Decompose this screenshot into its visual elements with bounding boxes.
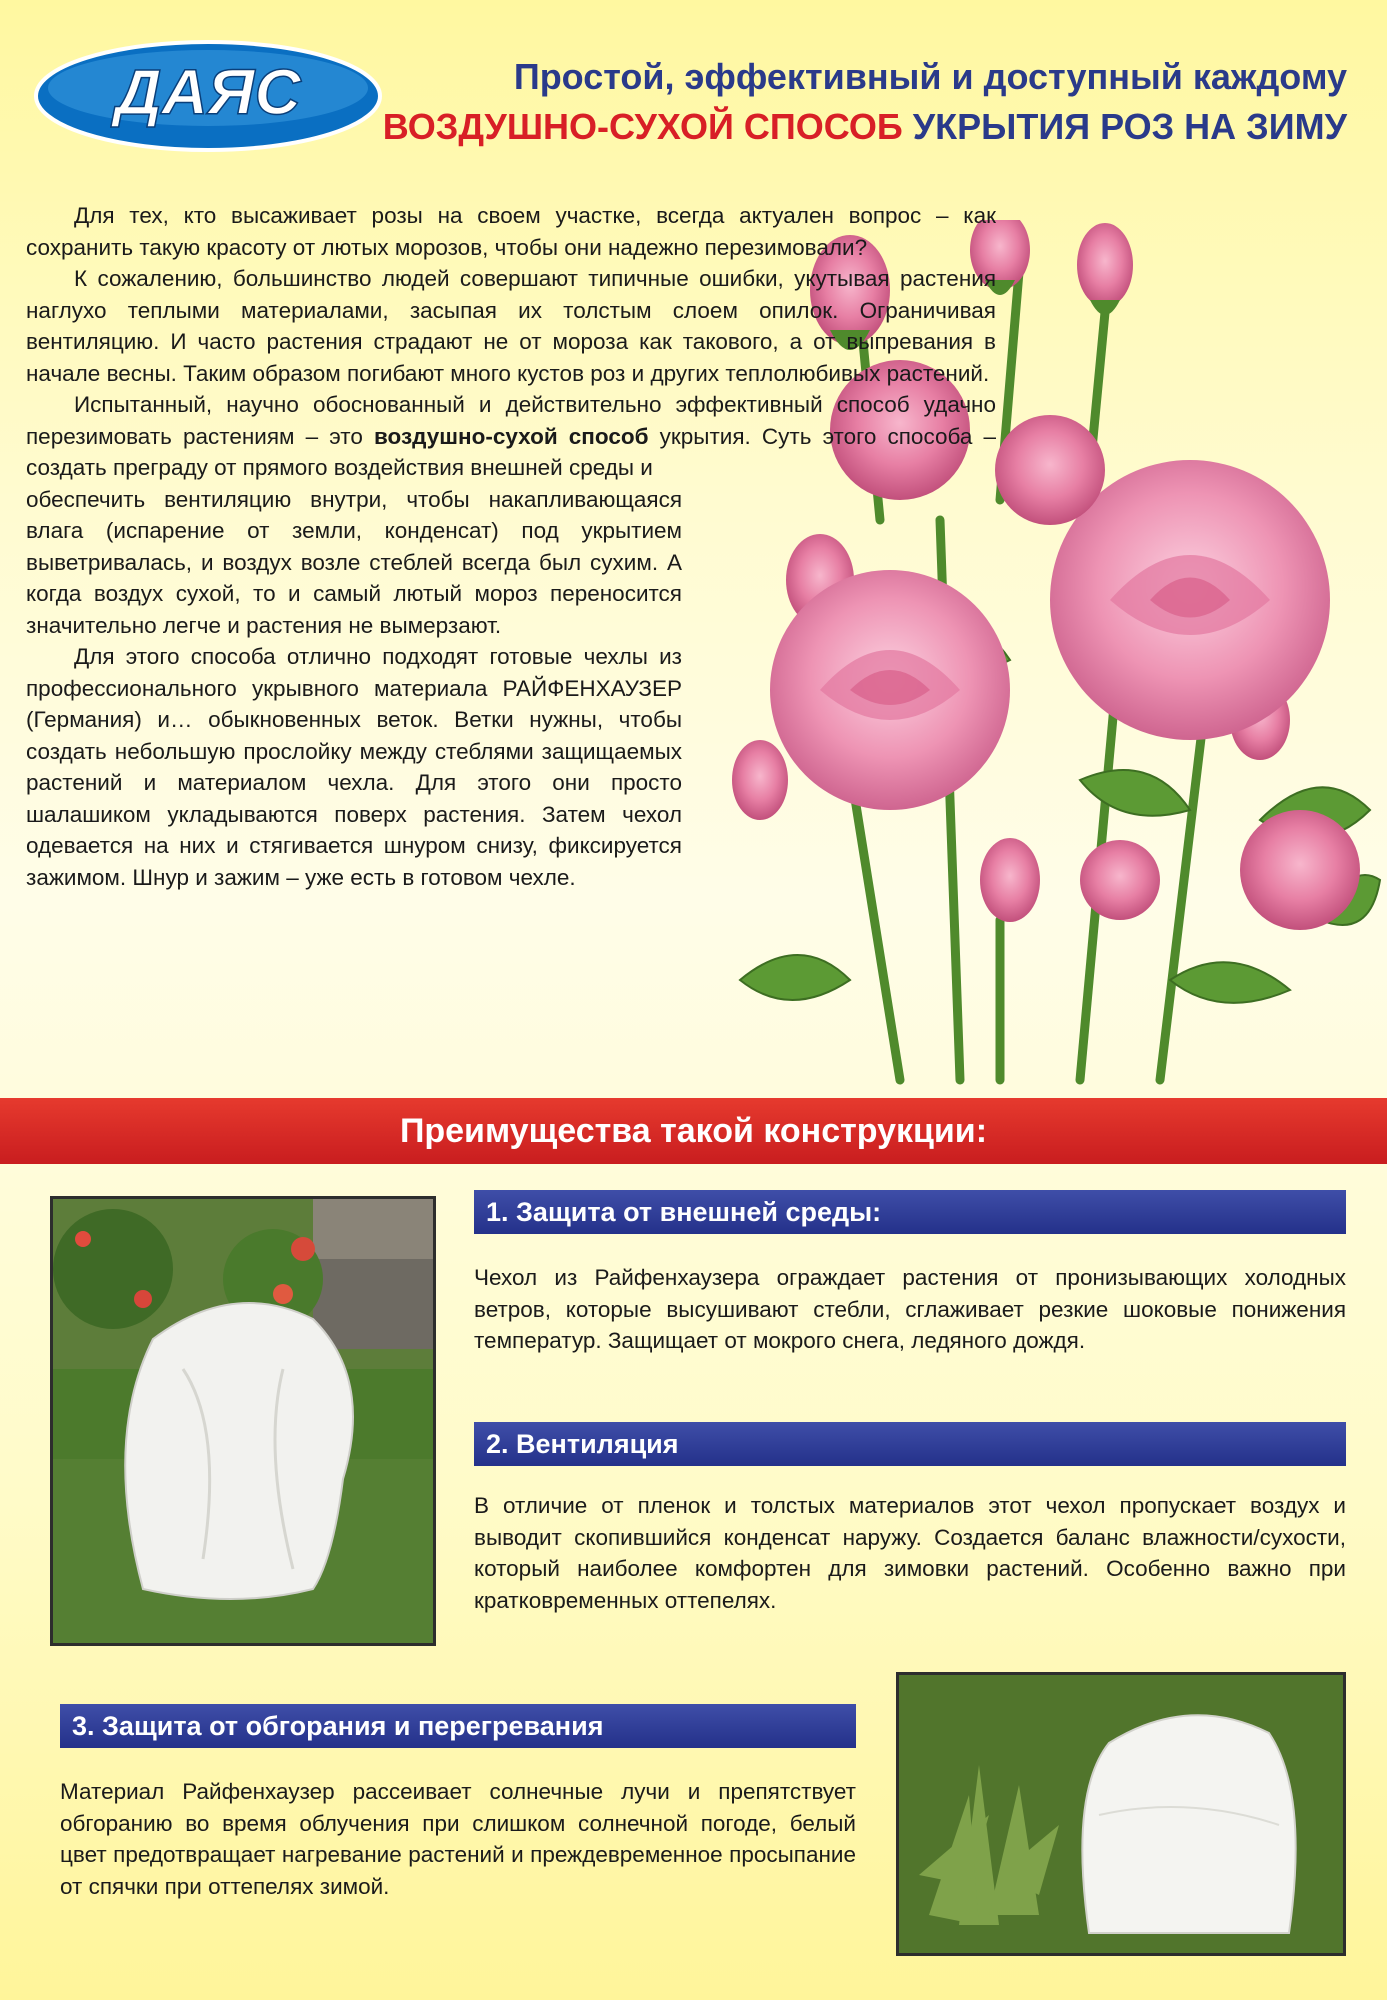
headline-highlight: ВОЗДУШНО-СУХОЙ СПОСОБ [382, 106, 903, 147]
advantage-3-heading: 3. Защита от обгорания и перегревания [60, 1704, 856, 1748]
intro-text [26, 200, 996, 893]
headline-line2-rest: УКРЫТИЯ РОЗ НА ЗИМУ [902, 106, 1347, 147]
intro-paragraph: обеспечить вентиляцию внутри, чтобы накапливающаяся влага (испарение от земли, конденсат) под укрытием выветривалась, и воздух возле стеблей всегда был сухим. А когда воздух сухой, то и самый лютый мороз переносится значительно легче и растения не вымерзают. [26, 486, 682, 638]
headline [367, 52, 1347, 152]
headline-line1: Простой, эффективный и доступный каждому [513, 56, 1347, 97]
intro-paragraph: Для тех, кто высаживает розы на своем участке, всегда актуален вопрос – как сохранить такую красоту от лютых морозов, чтобы они надежно перезимовали? [26, 203, 996, 260]
headline-line2 [383, 106, 1347, 147]
advantage-3-text: Материал Райфенхаузер рассеивает солнечные лучи и препятствует обгоранию во время облучения при слишком солнечной погоде, белый цвет предотвращает нагревание растений и преждевременное просыпание от спячки при оттепелях зимой. [60, 1779, 856, 1899]
brand-logo [28, 34, 388, 154]
intro-text-part: Испытанный, научно обоснованный и действительно эффективный способ удачно перезимовать растениям – это [26, 392, 996, 449]
advantage-2-heading: 2. Вентиляция [474, 1422, 1346, 1466]
advantage-1-heading: 1. Защита от внешней среды: [474, 1190, 1346, 1234]
intro-paragraph: К сожалению, большинство людей совершают типичные ошибки, укутывая растения наглухо теплыми материалами, засыпая их толстым слоем опилок. Ограничивая вентиляцию. И часто растения страдают не от мороза как такового, а от выпревания в начале весны. Таким образом погибают много кустов роз и других теплолюбивых растений. [26, 266, 996, 386]
advantage-2-text: В отличие от пленок и толстых материалов этот чехол пропускает воздух и выводит скопившийся конденсат наружу. Создается баланс влажности/сухости, который наиболее комфортен для зимовки растений. Особенно важно при кратковременных оттепелях. [474, 1493, 1346, 1613]
intro-paragraph: Для этого способа отлично подходят готовые чехлы из профессионального укрывного материала РАЙФЕНХАУЗЕР (Германия) и… обыкновенных веток. Ветки нужны, чтобы создать небольшую прослойку между стеблями защищаемых растений и материалом чехла. Для этого они просто шалашиком укладываются поверх растения. Затем чехол одевается на них и стягивается шнуром снизу, фиксируется зажимом. Шнур и зажим – уже есть в готовом чехле. [26, 644, 682, 890]
advantages-title: Преимущества такой конструкции: [399, 1112, 988, 1150]
intro-text-part: укрытия. Суть этого способа – создать преграду от прямого воздействия внешней среды и [26, 423, 997, 480]
logo-text: ДАЯС [115, 56, 301, 128]
intro-paragraph [26, 389, 996, 484]
advantage-1-text: Чехол из Райфенхаузера ограждает растения от пронизывающих холодных ветров, которые высушивают стебли, сглаживает резкие шоковые понижения температур. Защищает от мокрого снега, ледяного дождя. [474, 1265, 1346, 1353]
covered-bush-photo [50, 1196, 436, 1646]
cover-beside-plant-photo [896, 1672, 1346, 1956]
intro-bold-term: воздушно-сухой способ [374, 423, 649, 449]
